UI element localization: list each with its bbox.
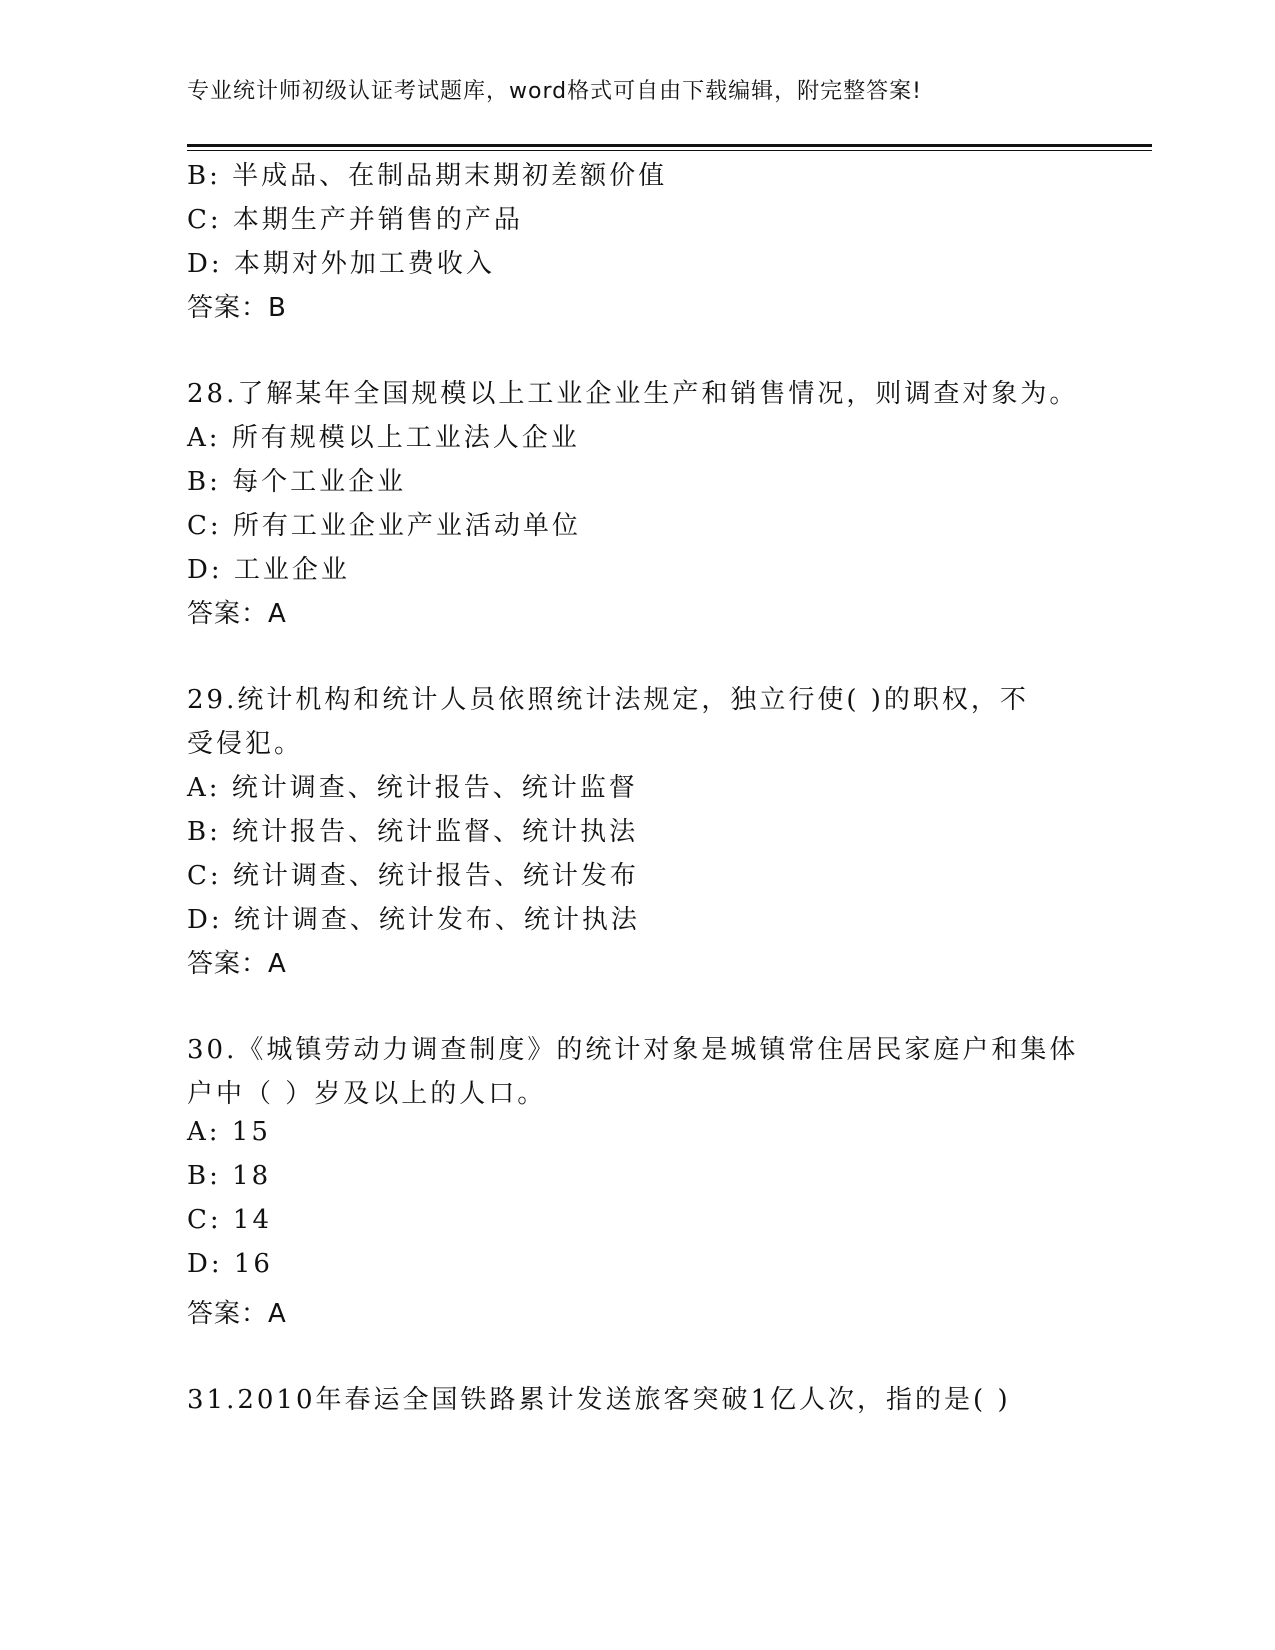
option-d: D: 工业企业: [187, 555, 350, 585]
answer: 答案：B: [187, 293, 287, 323]
question-stem-continued: 受侵犯。: [187, 729, 304, 759]
question-stem-continued: 户中（ ）岁及以上的人口。: [187, 1079, 547, 1109]
option-a: A: 15: [187, 1117, 271, 1147]
question-stem: 28.了解某年全国规模以上工业企业生产和销售情况，则调查对象为。: [187, 379, 1079, 409]
option-d: D: 统计调查、统计发布、统计执法: [187, 905, 640, 935]
answer: 答案：A: [187, 1299, 287, 1329]
option-b: B: 18: [187, 1161, 272, 1191]
option-d: D: 本期对外加工费收入: [187, 249, 495, 279]
option-b: B: 统计报告、统计监督、统计执法: [187, 817, 639, 847]
page-header: 专业统计师初级认证考试题库，word格式可自由下载编辑，附完整答案!: [187, 79, 922, 104]
option-b: B: 半成品、在制品期末期初差额价值: [187, 161, 668, 191]
option-c: C: 本期生产并销售的产品: [187, 205, 523, 235]
option-c: C: 14: [187, 1205, 273, 1235]
question-stem: 30.《城镇劳动力调查制度》的统计对象是城镇常住居民家庭户和集体: [187, 1035, 1079, 1065]
option-c: C: 所有工业企业产业活动单位: [187, 511, 581, 541]
header-rule-thick: [187, 144, 1152, 147]
header-rule-thin: [187, 150, 1152, 151]
question-stem: 29.统计机构和统计人员依照统计法规定，独立行使( )的职权，不: [187, 685, 1029, 715]
option-b: B: 每个工业企业: [187, 467, 407, 497]
question-stem: 31.2010年春运全国铁路累计发送旅客突破1亿人次，指的是( ): [187, 1385, 1011, 1415]
answer: 答案：A: [187, 949, 287, 979]
option-a: A: 统计调查、统计报告、统计监督: [187, 773, 638, 803]
answer: 答案：A: [187, 599, 287, 629]
option-c: C: 统计调查、统计报告、统计发布: [187, 861, 639, 891]
option-d: D: 16: [187, 1249, 273, 1279]
option-a: A: 所有规模以上工业法人企业: [187, 423, 580, 453]
